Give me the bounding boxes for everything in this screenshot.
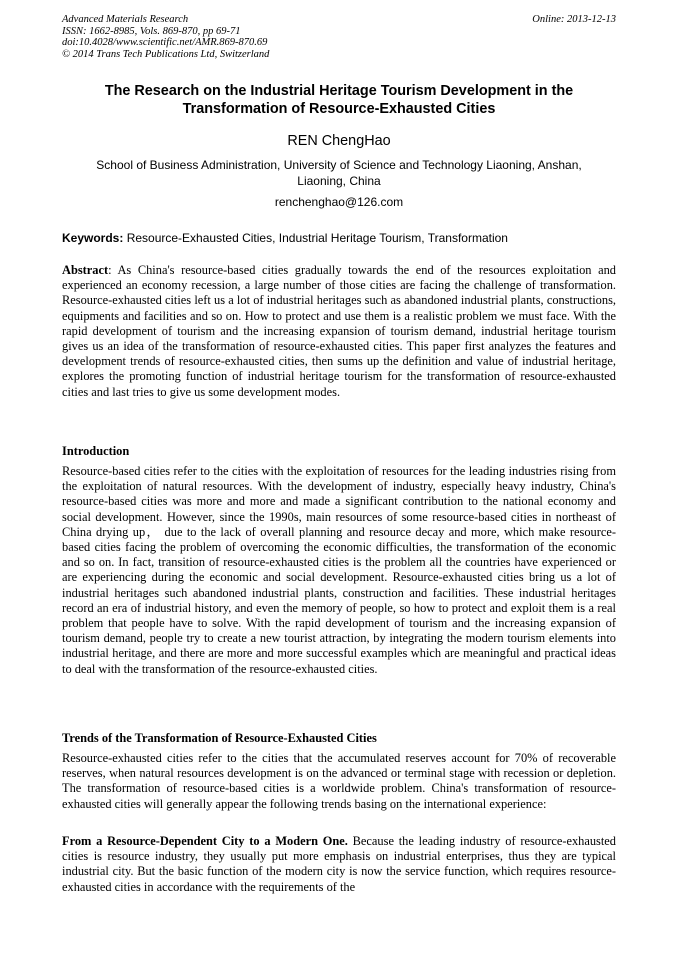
trends-paragraph: Resource-exhausted cities refer to the cities that the accumulated reserves account for 70% of recoverable reserves, when natural resources development is on the advanced or terminal stage with recession or depletion. The transformation of resource-based cities is a worldwide problem. China's transformation of resource-exhausted cities will generally appear the following trends basing on the international experience:: [62, 751, 616, 811]
online-date: Online: 2013-12-13: [532, 14, 616, 25]
subsection-heading: From a Resource-Dependent City to a Modern One.: [62, 834, 348, 848]
copyright-line: © 2014 Trans Tech Publications Ltd, Switzerland: [62, 48, 270, 60]
subsection-paragraph: [62, 834, 616, 895]
trends-heading: Trends of the Transformation of Resource-Exhausted Cities: [62, 731, 377, 745]
keywords-text: Resource-Exhausted Cities, Industrial Heritage Tourism, Transformation: [126, 231, 508, 245]
paper-title: [60, 82, 618, 118]
author-email: renchenghao@126.com: [274, 195, 404, 209]
affiliation: [70, 157, 608, 189]
doi-line: doi:10.4028/www.scientific.net/AMR.869-870.69: [62, 37, 268, 48]
issn-line: ISSN: 1662-8985, Vols. 869-870, pp 69-71: [62, 25, 241, 37]
subsection-text: Because the leading industry of resource-exhausted cities is resource industry, they usually put more emphasis on industrial enterprises, thus they are typical industrial city. But the basic function of the modern city is now the service function, which requires resource-exhausted cities in accordance with the requirements of the: [62, 834, 616, 894]
affiliation-line-2: Liaoning, China: [297, 174, 381, 188]
affiliation-line-1: School of Business Administration, University of Science and Technology Liaoning, Anshan,: [96, 158, 582, 172]
title-line-1: The Research on the Industrial Heritage Tourism Development in the: [104, 83, 574, 99]
journal-name: Advanced Materials Research: [62, 14, 189, 25]
author-name: REN ChengHao: [287, 133, 391, 149]
abstract-label: Abstract: [62, 263, 109, 277]
introduction-paragraph: Resource-based cities refer to the cities with the exploitation of resources for the leading industries rising from the exploitation of natural resources. With the development of industry, especially heavy industry, China's resource-based cities was more and more and made a significant contribution to the national economy and social development. However, since the 1990s, main resources of some resource-based cities in northeast of China drying up， due to the lack of overall planning and resource decay and more, which make resource-based cities facing the problem of overcoming the economic difficulties, the transformation of the economic and so on. In fact, transition of resource-exhausted cities is the problem all the countries have experienced or are experiencing during the economic and social development. Resource-exhausted cities bring us a lot of industrial heritages such abandoned industrial plants, construction and facilities. These industrial heritages record an era of industrial history, and even the memory of people, so how to protect and exploit them is a real problem that people have to solve. With the rapid development of tourism and the increasing expansion of tourism demand, people try to create a new tourist attraction, by integrating the modern tourism elements into industrial heritage, and there are more and more successful examples which are meaningful and practical ideas to deal with the transformation of the resource-exhausted cities.: [62, 464, 616, 676]
keywords: [62, 230, 616, 246]
introduction-heading: Introduction: [62, 444, 130, 458]
abstract: [62, 263, 616, 400]
journal-header: [62, 14, 616, 60]
abstract-text: : As China's resource-based cities gradually towards the end of the resources exploitation and experienced an economy recession, a large number of those cities are facing the challenge of transformation. Resource-exhausted cities left us a lot of industrial heritages such as abandoned industrial plants, constructions, equipments and facilities and so on. How to protect and use them is a realistic problem we must face. With the rapid development of tourism and the increasing expansion of tourism demand, industrial heritage tourism gives us an idea of the transformation of resource-exhausted cities. This paper first analyzes the features and development trends of resource-exhausted cities, then sums up the definition and value of industrial heritage, explores the promoting function of industrial heritage tourism for the transformation of resource-exhausted cities and last tries to give us some development modes.: [62, 263, 616, 399]
title-line-2: Transformation of Resource-Exhausted Cities: [182, 101, 496, 117]
keywords-label: Keywords:: [62, 231, 124, 245]
